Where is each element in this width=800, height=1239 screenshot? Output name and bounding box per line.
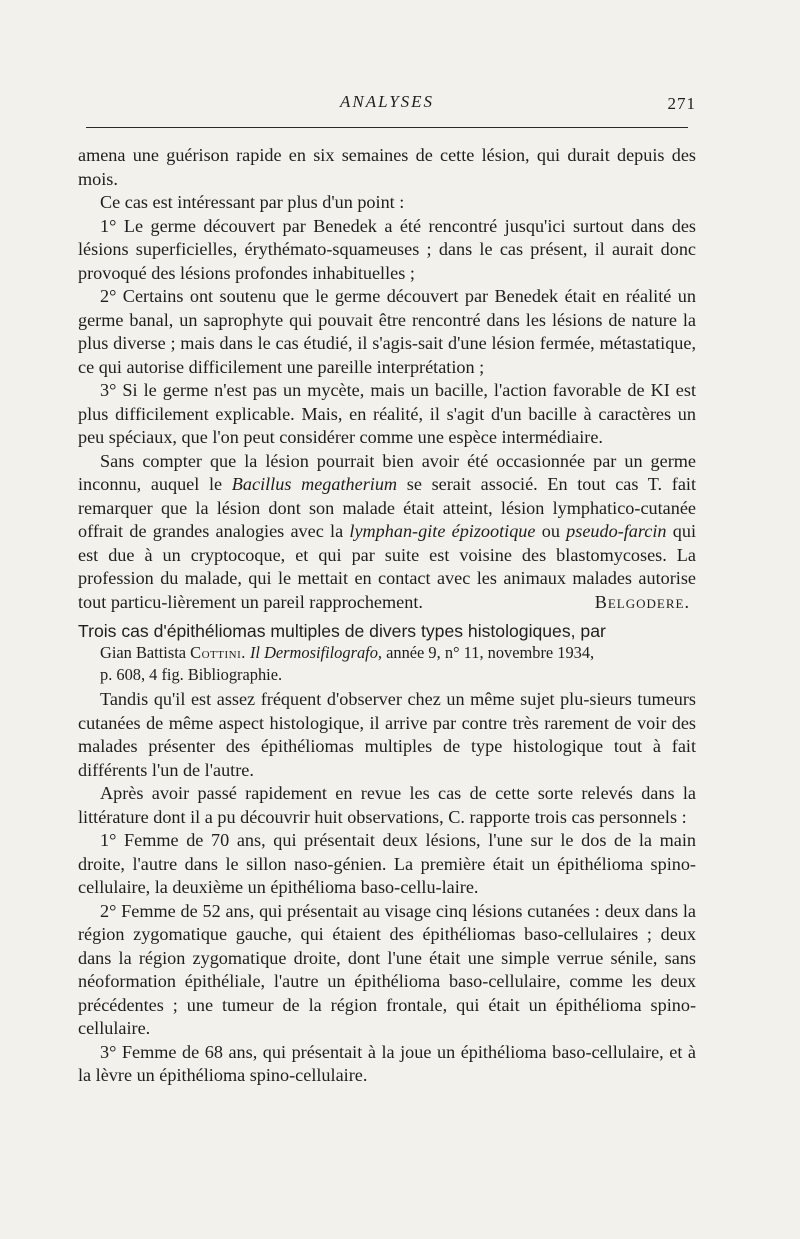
article-reference-line2: p. 608, 4 fig. Bibliographie. (100, 665, 283, 684)
italic-term: Bacillus megatherium (231, 474, 398, 494)
paragraph: Ce cas est intéressant par plus d'un point : (100, 192, 405, 212)
running-header (78, 92, 696, 118)
italic-term: lymphan-gite épizootique (349, 521, 536, 541)
text-run: ou (541, 521, 560, 541)
paragraph: 1° Le germe découvert par Benedek a été rencontré jusqu'ici surtout dans des lésions superficielles, érythémato-squameuses ; dans le cas présent, il aurait donc provoqué des lésions profondes inhabituelles ; (78, 215, 696, 283)
article-reference (100, 642, 696, 664)
article-title: Trois cas d'épithéliomas multiples de divers types histologiques, (78, 621, 576, 641)
paragraph: 1° Femme de 70 ans, qui présentait deux lésions, l'une sur le dos de la main droite, l'autre dans le sillon naso-génien. La première était un épithélioma spino-cellulaire, la deuxième un épithélioma baso-cellu-laire. (78, 830, 696, 897)
text-run: qui est due à un cryptocoque, et qui par suite est voisine des blastomycoses. La profession du malade, qui le mettait en contact avec les animaux malades autorise tout particu-lièrement un pareil rapprochement. (78, 521, 697, 612)
article-by: par (580, 621, 606, 641)
header-rule (86, 127, 688, 128)
paragraph: Tandis qu'il est assez fréquent d'observer chez un même sujet plu-sieurs tumeurs cutanées de même aspect histologique, il arrive par contre très rarement de voir des malades présenter des épithéliomas multiples de type histologique tout à fait différents l'un de l'autre. (78, 689, 696, 780)
page-body (78, 144, 696, 1088)
paragraph: 3° Femme de 68 ans, qui présentait à la joue un épithélioma baso-cellulaire, et à la lèvre un épithélioma spino-cellulaire. (78, 1041, 696, 1085)
paragraph: Après avoir passé rapidement en revue les cas de cette sorte relevés dans la littérature dont il a pu découvrir huit observations, C. rapporte trois cas personnels : (78, 783, 696, 827)
italic-term: pseudo-farcin (566, 521, 667, 541)
author-last: Cottini. (190, 643, 246, 662)
author-first: Gian Battista (100, 643, 187, 662)
text-run: se serait associé. En tout cas T. fait remarquer que la lésion dont son malade était atteint, lésion lymphatico-cutanée offrait de grandes analogies avec la (78, 474, 697, 541)
reference-details: année 9, n° 11, novembre 1934, (386, 643, 595, 662)
paragraph: 3° Si le germe n'est pas un mycète, mais un bacille, l'action favorable de KI est plus difficilement explicable. Mais, en réalité, il s'agit d'un bacille à caractères un peu spéciaux, que l'on peut considérer comme une espèce intermédiaire. (78, 380, 696, 447)
journal-name: Il Dermosifilografo, (249, 643, 382, 662)
paragraph (78, 450, 696, 615)
article-heading (78, 620, 696, 642)
reviewer-signature: Belgodere. (594, 591, 690, 612)
page-number: 271 (667, 94, 696, 113)
text-run: Sans compter que la lésion pourrait bien avoir été occasionnée par un germe inconnu, auquel le (78, 450, 696, 494)
paragraph: amena une guérison rapide en six semaines de cette lésion, qui durait depuis des mois. (78, 145, 696, 189)
running-title: ANALYSES (339, 92, 435, 111)
paragraph: 2° Certains ont soutenu que le germe découvert par Benedek était en réalité un germe banal, un saprophyte qui pouvait être rencontré dans les lésions de nature la plus diverse ; mais dans le cas étudié, il s'agis-sait d'une lésion fermée, métastatique, ce qui autorise difficilement une pareille interprétation ; (78, 286, 696, 377)
paragraph: 2° Femme de 52 ans, qui présentait au visage cinq lésions cutanées : deux dans la région zygomatique gauche, qui étaient des épithéliomas baso-cellulaires ; deux dans la région zygomatique droite, dont l'une était une simple verrue sénile, sans néoformation épithéliale, l'autre un épithélioma baso-cellulaire, comme les deux précédentes ; une tumeur de la région frontale, qui était un épithélioma spino-cellulaire. (78, 900, 696, 1038)
